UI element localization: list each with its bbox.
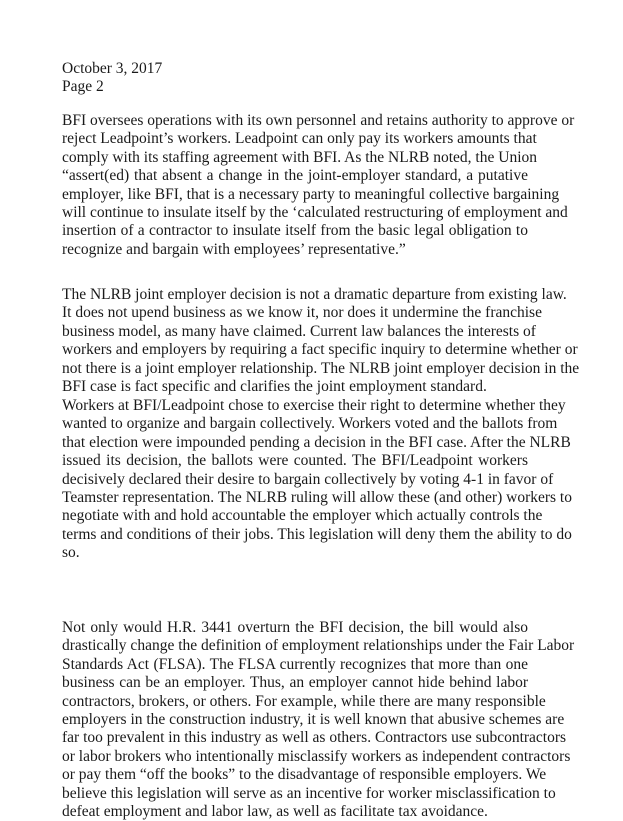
text-line: It does not upend business as we know it, nor does it undermine the franchise	[62, 304, 542, 322]
paragraph-2	[62, 286, 580, 396]
text-line: business can be an employer. Thus, an employer cannot hide behind labor	[62, 674, 528, 692]
paragraph-1	[62, 112, 575, 259]
text-line: contractors, brokers, or others. For example, while there are many responsible	[62, 692, 546, 710]
text-line: reject Leadpoint’s workers. Leadpoint can only pay its workers amounts that	[62, 130, 537, 148]
text-line: wanted to organize and bargain collectively. Workers voted and the ballots from	[62, 415, 558, 433]
text-line: The NLRB joint employer decision is not a dramatic departure from existing law.	[62, 286, 567, 303]
text-line: Standards Act (FLSA). The FLSA currently recognizes that more than one	[62, 655, 528, 673]
text-line: negotiate with and hold accountable the employer which actually controls the	[62, 507, 543, 525]
text-line: insertion of a contractor to insulate itself from the basic legal obligation to	[62, 222, 528, 240]
text-line: employer, like BFI, that is a necessary party to meaningful collective bargaining	[62, 185, 560, 203]
text-line: BFI case is fact specific and clarifies the joint employment standard.	[62, 378, 487, 396]
text-line: not there is a joint employer relationship. The NLRB joint employer decision in the	[62, 359, 580, 377]
text-line: defeat employment and labor law, as well as facilitate tax avoidance.	[62, 803, 488, 821]
text-line: issued its decision, the ballots were counted. The BFI/Leadpoint workers	[62, 452, 528, 470]
text-line: will continue to insulate itself by the ‘calculated restructuring of employment and	[62, 204, 568, 222]
text-line: Teamster representation. The NLRB ruling will allow these (and other) workers to	[62, 489, 572, 507]
letter-date: October 3, 2017	[62, 60, 163, 77]
text-line: believe this legislation will serve as an incentive for worker misclassification to	[62, 784, 556, 802]
text-line: so.	[62, 544, 80, 562]
text-line: business model, as many have claimed. Current law balances the interests of	[62, 322, 536, 340]
text-line: comply with its staffing agreement with BFI. As the NLRB noted, the Union	[62, 148, 537, 166]
text-line: decisively declared their desire to bargain collectively by voting 4-1 in favor of	[62, 470, 554, 488]
text-line: Not only would H.R. 3441 overturn the BFI decision, the bill would also	[62, 619, 528, 636]
text-line: far too prevalent in this industry as well as others. Contractors use subcontractors	[62, 729, 567, 747]
text-line: or labor brokers who intentionally misclassify workers as independent contractors	[62, 747, 571, 765]
text-line: Workers at BFI/Leadpoint chose to exercise their right to determine whether they	[62, 397, 566, 414]
text-line: terms and conditions of their jobs. This legislation will deny them the ability to do	[62, 525, 572, 543]
text-line: that election were impounded pending a decision in the BFI case. After the NLRB	[62, 433, 571, 451]
text-line: or pay them “off the books” to the disadvantage of responsible employers. We	[62, 766, 547, 784]
text-line: BFI oversees operations with its own personnel and retains authority to approve or	[62, 112, 575, 129]
paragraph-4	[62, 619, 575, 821]
page-number: Page 2	[62, 78, 104, 95]
text-line: drastically change the definition of employment relationships under the Fair Labor	[62, 637, 575, 655]
text-line: recognize and bargain with employees’ representative.”	[62, 240, 406, 258]
text-line: workers and employers by requiring a fact specific inquiry to determine whether or	[62, 341, 578, 359]
text-line: employers in the construction industry, it is well known that abusive schemes are	[62, 711, 565, 729]
paragraph-3	[62, 397, 572, 563]
text-line: “assert(ed) that absent a change in the joint-employer standard, a putative	[62, 167, 528, 185]
